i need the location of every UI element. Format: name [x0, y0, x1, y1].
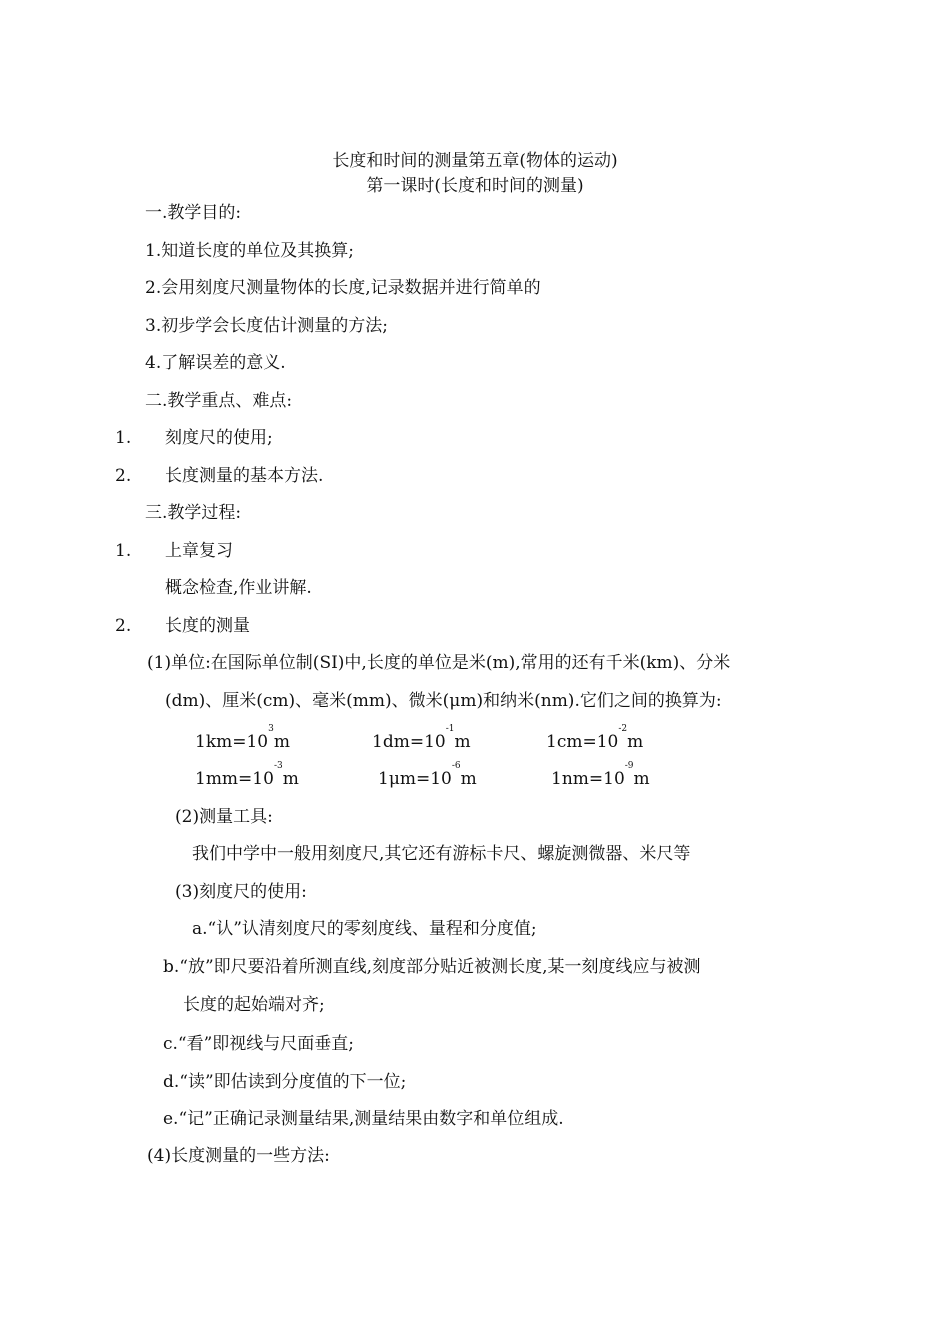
unit-paragraph-line: (dm)、厘米(cm)、毫米(mm)、微米(μm)和纳米(nm).它们之间的换算为: [165, 691, 722, 711]
ruler-step-b: b.“放”即尺要沿着所测直线,刻度部分贴近被测长度,某一刻度线应与被测 [163, 957, 701, 977]
objective-item: 1.知道长度的单位及其换算; [145, 241, 354, 261]
list-number: 2. [115, 466, 132, 486]
key-point-item: 刻度尺的使用; [165, 428, 273, 448]
step-title: 长度的测量 [165, 616, 250, 636]
conversion-formula: $1nm=10^{-9}m$ [551, 761, 650, 789]
ruler-heading: (3)刻度尺的使用: [175, 882, 307, 902]
ruler-step-b-continued: 长度的起始端对齐; [183, 995, 325, 1015]
process-heading: 三.教学过程: [145, 503, 242, 523]
tools-heading: (2)测量工具: [175, 807, 273, 827]
objective-item: 2.会用刻度尺测量物体的长度,记录数据并进行简单的 [145, 278, 541, 298]
objectives-heading: 一.教学目的: [145, 203, 242, 223]
methods-heading: (4)长度测量的一些方法: [147, 1146, 330, 1166]
ruler-step-c: c.“看”即视线与尺面垂直; [163, 1034, 355, 1054]
key-points-heading: 二.教学重点、难点: [145, 391, 293, 411]
conversion-formula: $1km=10^3m$ [195, 724, 290, 752]
list-number: 2. [115, 616, 132, 636]
objective-item: 3.初步学会长度估计测量的方法; [145, 316, 388, 336]
unit-paragraph-line: (1)单位:在国际单位制(SI)中,长度的单位是米(m),常用的还有千米(km)、分米 [147, 653, 731, 673]
ruler-step-e: e.“记”正确记录测量结果,测量结果由数字和单位组成. [163, 1109, 564, 1129]
step-detail: 概念检查,作业讲解. [165, 578, 312, 598]
conversion-formula: $1mm=10^{-3}m$ [195, 761, 299, 789]
conversion-formula: $1dm=10^{-1}m$ [372, 724, 471, 752]
lesson-subtitle: 第一课时(长度和时间的测量) [366, 176, 584, 196]
document-title: 长度和时间的测量第五章(物体的运动) [332, 151, 618, 171]
ruler-step-a: a.“认”认清刻度尺的零刻度线、量程和分度值; [192, 919, 537, 939]
conversion-formula: $1\mu m=10^{-6}m$ [378, 761, 477, 789]
key-point-item: 长度测量的基本方法. [165, 466, 324, 486]
conversion-formula: $1cm=10^{-2}m$ [546, 724, 644, 752]
list-number: 1. [115, 541, 132, 561]
list-number: 1. [115, 428, 132, 448]
step-title: 上章复习 [165, 541, 233, 561]
tools-text: 我们中学中一般用刻度尺,其它还有游标卡尺、螺旋测微器、米尺等 [192, 844, 691, 864]
objective-item: 4.了解误差的意义. [145, 353, 286, 373]
ruler-step-d: d.“读”即估读到分度值的下一位; [163, 1072, 407, 1092]
